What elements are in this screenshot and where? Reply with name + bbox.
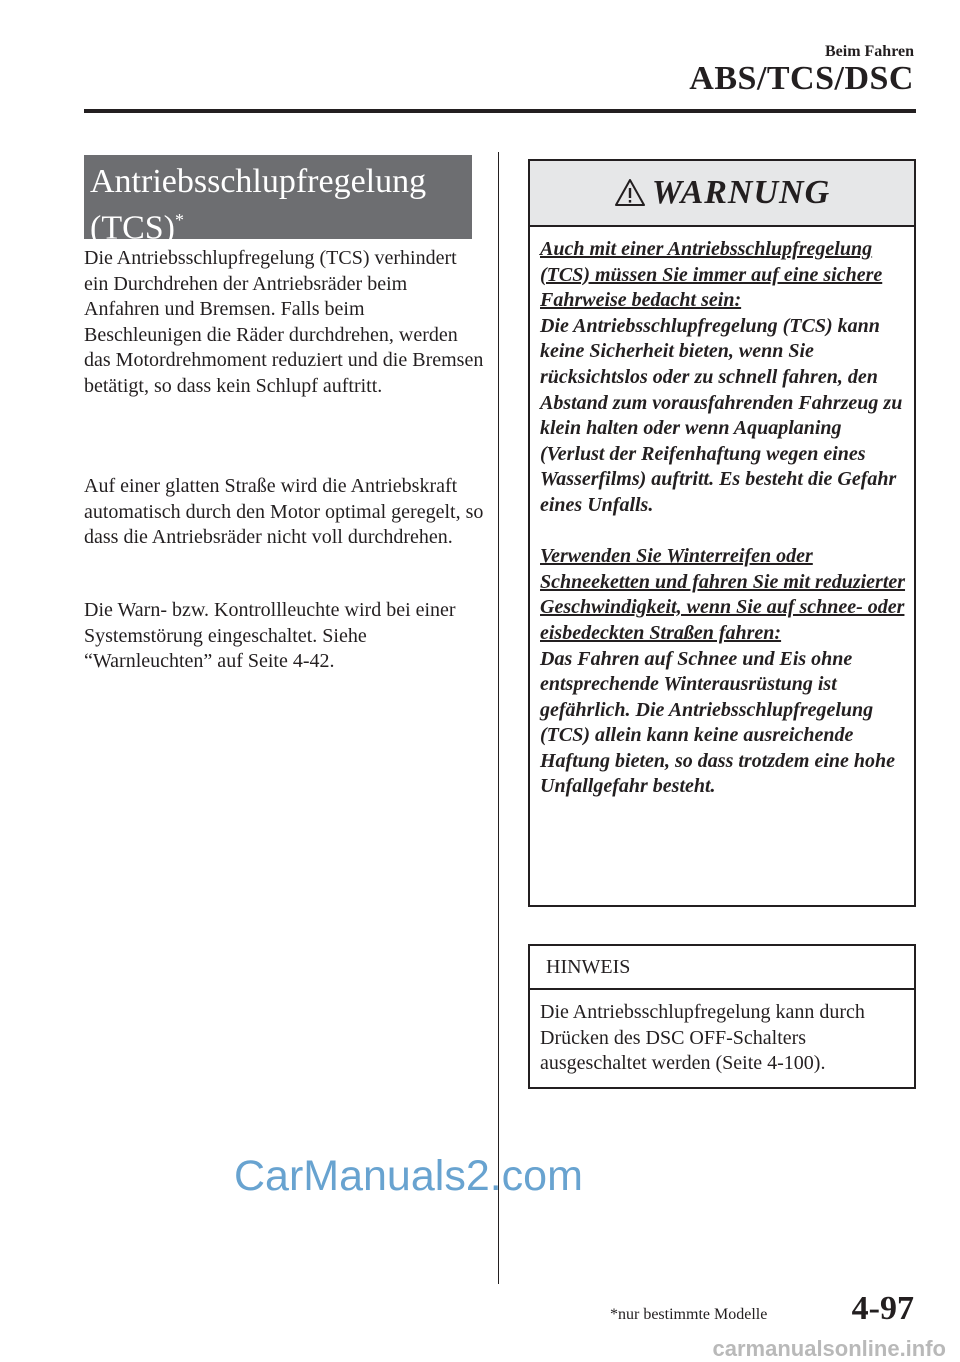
body-paragraph-2: Auf einer glatten Straße wird die Antriebskraft automatisch durch den Motor optimal geregelt, so dass die Antriebsräder nicht voll durchdrehen. bbox=[84, 475, 484, 549]
warning-triangle-icon bbox=[614, 177, 646, 209]
page-number: 4-97 bbox=[851, 1290, 914, 1327]
warning-title: WARNUNG bbox=[651, 174, 831, 211]
watermark-center: CarManuals2.com bbox=[234, 1152, 583, 1200]
header-section: Beim Fahren bbox=[824, 43, 914, 60]
note-title: HINWEIS bbox=[530, 946, 914, 990]
footnote: *nur bestimmte Modelle bbox=[610, 1306, 768, 1323]
note-box bbox=[528, 944, 916, 1089]
warning-text-2: Das Fahren auf Schnee und Eis ohne entsprechende Winterausrüstung ist gefährlich. Die Antriebsschlupfregelung (TCS) allein kann keine ausreichende Haftung bieten, so dass trotzdem eine hohe Unfallgefahr besteht. bbox=[540, 647, 896, 798]
watermark-corner: carmanualsonline.info bbox=[712, 1336, 946, 1361]
header-title: ABS/TCS/DSC bbox=[689, 60, 914, 97]
note-text: Die Antriebsschlupfregelung kann durch Drücken des DSC OFF-Schalters ausgeschaltet werden (Seite 4-100). bbox=[540, 1001, 865, 1075]
section-title bbox=[84, 155, 472, 247]
body-paragraph-3: Die Warn- bzw. Kontrollleuchte wird bei einer Systemstörung eingeschaltet. Siehe “Warnleuchten” auf Seite 4-42. bbox=[84, 599, 456, 673]
note-body bbox=[530, 990, 914, 1077]
section-title-line1: Antriebsschlupfregelung bbox=[90, 163, 427, 200]
paragraph-gap bbox=[540, 519, 906, 545]
optional-marker: * bbox=[175, 210, 184, 230]
warning-heading-2: Verwenden Sie Winterreifen oder Schneeketten und fahren Sie mit reduzierter Geschwindigkeit, wenn Sie auf schnee- oder eisbedeckten Straßen fahren: bbox=[540, 545, 906, 644]
warning-text-1: Die Antriebsschlupfregelung (TCS) kann keine Sicherheit bieten, wenn Sie rücksichtslos oder zu schnell fahren, den Abstand zum vorausfahrenden Fahrzeug zu klein halten oder wenn Aquaplaning (Verlust der Reifenhaftung wegen eines Wasserfilms) auftritt. Es besteht die Gefahr eines Unfalls. bbox=[540, 314, 903, 516]
section-title-tcs: (TCS) bbox=[90, 209, 175, 247]
header-rule bbox=[84, 109, 916, 113]
warning-body bbox=[530, 227, 914, 800]
body-paragraph-1: Die Antriebsschlupfregelung (TCS) verhindert ein Durchdrehen der Antriebsräder beim Anfahren und Bremsen. Falls beim Beschleunigen die Räder durchdrehen, werden das Motordrehmoment reduziert und die Bremsen betätigt, so dass kein Schlupf auftritt. bbox=[84, 247, 484, 397]
column-divider bbox=[498, 152, 499, 1284]
warning-heading-1: Auch mit einer Antriebsschlupfregelung (TCS) müssen Sie immer auf eine sichere Fahrweise bedacht sein: bbox=[540, 238, 883, 312]
warning-header bbox=[530, 161, 914, 227]
warning-box bbox=[528, 159, 916, 907]
section-title-line2 bbox=[90, 201, 472, 247]
